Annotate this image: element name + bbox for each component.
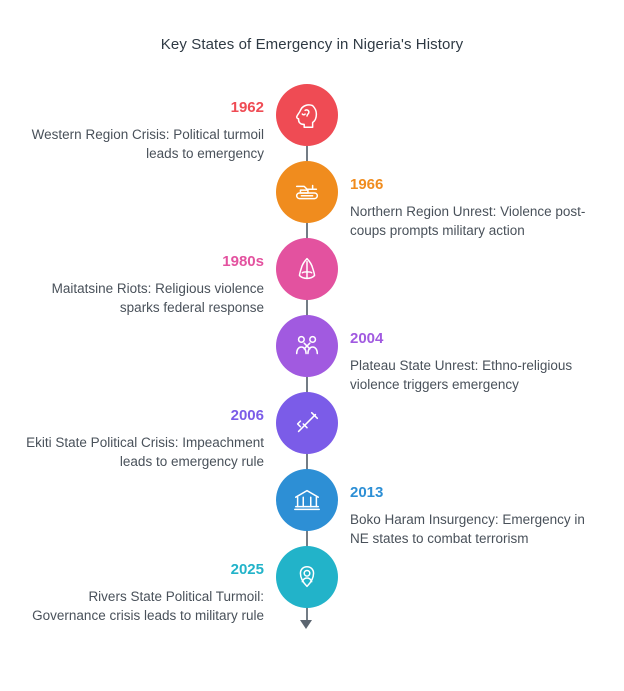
event-description: Plateau State Unrest: Ethno-religious violence triggers emergency [350,357,573,393]
head-brain-icon [292,100,322,130]
person-shield-icon [292,562,322,592]
event-year: 2006 [230,407,264,424]
timeline-entry-1962 [24,100,264,164]
event-year: 2004 [350,330,384,347]
event-year: 2013 [350,484,384,501]
event-description: Maitatsine Riots: Religious violence sparks federal response [51,280,264,316]
praying-hands-icon [292,254,322,284]
event-description: Northern Region Unrest: Violence post-coups prompts military action [350,203,586,239]
timeline-arrow-icon [300,620,312,629]
timeline-entry-2006 [24,408,264,472]
government-building-icon [292,485,322,515]
event-description: Ekiti State Political Crisis: Impeachment leads to emergency rule [26,434,264,470]
timeline-node-2025[interactable] [276,546,338,608]
event-year: 1962 [230,99,264,116]
timeline-entry-2004 [350,331,590,395]
event-description: Western Region Crisis: Political turmoil leads to emergency [31,126,264,162]
timeline-node-2013[interactable] [276,469,338,531]
event-year: 2025 [230,561,264,578]
event-year: 1980s [222,253,264,270]
event-description: Rivers State Political Turmoil: Governance crisis leads to military rule [32,588,264,624]
timeline-entry-1980s [24,254,264,318]
page-title: Key States of Emergency in Nigeria's History [160,36,464,53]
timeline-entry-2025 [24,562,264,626]
timeline-entry-1966 [350,177,590,241]
tank-icon [292,177,322,207]
timeline-node-1980s[interactable] [276,238,338,300]
timeline-node-1962[interactable] [276,84,338,146]
event-description: Boko Haram Insurgency: Emergency in NE states to combat terrorism [350,511,585,547]
conflict-people-icon [292,331,322,361]
event-year: 1966 [350,176,384,193]
timeline-node-1966[interactable] [276,161,338,223]
timeline-entry-2013 [350,485,590,549]
timeline-node-2006[interactable] [276,392,338,454]
rifle-icon [292,408,322,438]
timeline-node-2004[interactable] [276,315,338,377]
